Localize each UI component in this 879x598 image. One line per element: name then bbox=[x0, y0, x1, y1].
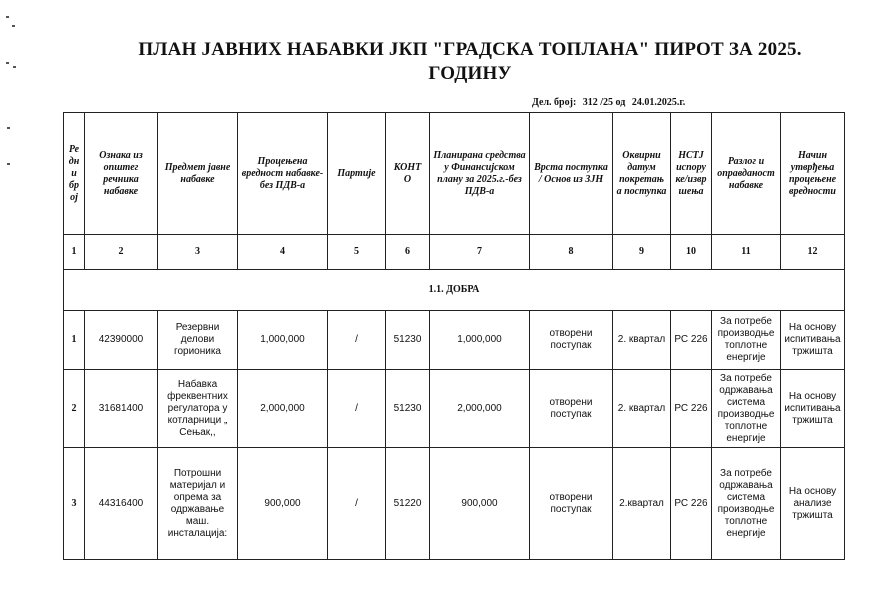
lots: / bbox=[328, 370, 386, 448]
estimated-value: 900,000 bbox=[238, 448, 328, 560]
header-cell: Партије bbox=[328, 113, 386, 235]
scan-mark bbox=[6, 62, 9, 64]
column-number: 5 bbox=[328, 235, 386, 270]
estimated-value: 2,000,000 bbox=[238, 370, 328, 448]
scan-mark bbox=[7, 127, 10, 129]
column-number: 1 bbox=[64, 235, 85, 270]
reference-label: Дел. број: bbox=[532, 97, 577, 108]
scan-margin-marks bbox=[2, 0, 18, 180]
column-number-row bbox=[64, 235, 845, 270]
column-number: 8 bbox=[530, 235, 613, 270]
reference-number bbox=[532, 97, 689, 108]
nstj-code: РС 226 bbox=[671, 448, 712, 560]
column-number: 7 bbox=[430, 235, 530, 270]
planned-funds: 900,000 bbox=[430, 448, 530, 560]
row-number: 2 bbox=[64, 370, 85, 448]
valuation-method: На основу анализе тржишта bbox=[781, 448, 845, 560]
section-title: 1.1. ДОБРА bbox=[64, 270, 845, 311]
column-number: 12 bbox=[781, 235, 845, 270]
column-number: 10 bbox=[671, 235, 712, 270]
table-row bbox=[64, 311, 845, 370]
procurement-subject: Резервни делови горионика bbox=[158, 311, 238, 370]
konto: 51220 bbox=[386, 448, 430, 560]
planned-funds: 2,000,000 bbox=[430, 370, 530, 448]
header-cell: Ре дн и бр ој bbox=[64, 113, 85, 235]
start-date: 2.квартал bbox=[613, 448, 671, 560]
reference-value: 312 /25 од bbox=[582, 97, 626, 108]
column-number: 6 bbox=[386, 235, 430, 270]
header-cell: Планирана средства у Финансијском плану за 2025.г.-без ПДВ-а bbox=[430, 113, 530, 235]
scan-mark bbox=[12, 25, 15, 27]
estimated-value: 1,000,000 bbox=[238, 311, 328, 370]
konto: 51230 bbox=[386, 370, 430, 448]
scan-mark bbox=[7, 163, 10, 165]
planned-funds: 1,000,000 bbox=[430, 311, 530, 370]
lots: / bbox=[328, 311, 386, 370]
header-row bbox=[64, 113, 845, 235]
header-cell: Начин утврђења процењене вредности bbox=[781, 113, 845, 235]
header-cell: НСТЈ испору ке/извр шења bbox=[671, 113, 712, 235]
header-cell: КОНТ О bbox=[386, 113, 430, 235]
scan-mark bbox=[13, 66, 16, 68]
column-number: 11 bbox=[712, 235, 781, 270]
procurement-table bbox=[63, 112, 845, 560]
nstj-code: РС 226 bbox=[671, 311, 712, 370]
procedure-type: отворени поступак bbox=[530, 370, 613, 448]
procedure-type: отворени поступак bbox=[530, 311, 613, 370]
header-cell: Оквирни датум покретањ а поступка bbox=[613, 113, 671, 235]
header-cell: Предмет јавне набавке bbox=[158, 113, 238, 235]
reference-date: 24.01.2025.г. bbox=[631, 97, 686, 108]
scan-mark bbox=[6, 16, 9, 18]
start-date: 2. квартал bbox=[613, 370, 671, 448]
nstj-code: РС 226 bbox=[671, 370, 712, 448]
cpv-code: 31681400 bbox=[85, 370, 158, 448]
section-row bbox=[64, 270, 845, 311]
procedure-type: отворени поступак bbox=[530, 448, 613, 560]
procurement-subject: Набавка фреквентних регулатора у котларници „ Сењак,, bbox=[158, 370, 238, 448]
table-row bbox=[64, 370, 845, 448]
justification: За потребе одржавања система производње топлотне енергије bbox=[712, 448, 781, 560]
procurement-subject: Потрошни материјал и опрема за одржавање маш. инсталација: bbox=[158, 448, 238, 560]
column-number: 4 bbox=[238, 235, 328, 270]
row-number: 3 bbox=[64, 448, 85, 560]
document-title: ПЛАН ЈАВНИХ НАБАВКИ ЈКП "ГРАДСКА ТОПЛАНА" ПИРОТ ЗА 2025. ГОДИНУ bbox=[138, 39, 802, 84]
row-number: 1 bbox=[64, 311, 85, 370]
header-cell: Ознака из општег речника набавке bbox=[85, 113, 158, 235]
justification: За потребе одржавања система производње топлотне енергије bbox=[712, 370, 781, 448]
header-cell: Разлог и оправданост набавке bbox=[712, 113, 781, 235]
lots: / bbox=[328, 448, 386, 560]
column-number: 3 bbox=[158, 235, 238, 270]
valuation-method: На основу испитивања тржишта bbox=[781, 370, 845, 448]
start-date: 2. квартал bbox=[613, 311, 671, 370]
table-row bbox=[64, 448, 845, 560]
header-cell: Врста поступка / Основ из ЗЈН bbox=[530, 113, 613, 235]
konto: 51230 bbox=[386, 311, 430, 370]
column-number: 2 bbox=[85, 235, 158, 270]
valuation-method: На основу испитивања тржишта bbox=[781, 311, 845, 370]
header-cell: Процењена вредност набавке-без ПДВ-а bbox=[238, 113, 328, 235]
justification: За потребе производње топлотне енергије bbox=[712, 311, 781, 370]
column-number: 9 bbox=[613, 235, 671, 270]
cpv-code: 44316400 bbox=[85, 448, 158, 560]
cpv-code: 42390000 bbox=[85, 311, 158, 370]
